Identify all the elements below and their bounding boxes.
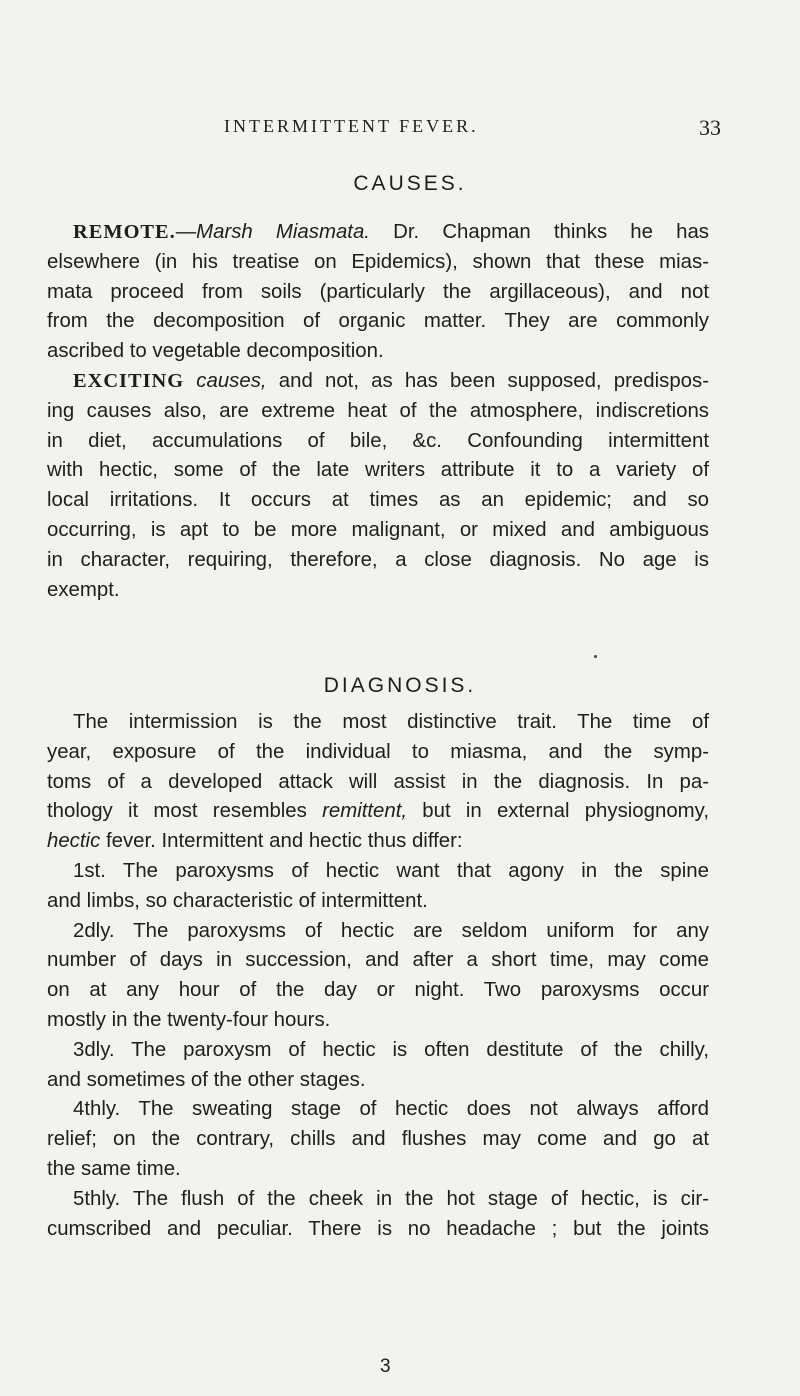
text-run: the same time.: [47, 1157, 181, 1180]
lead-word: REMOTE.: [73, 221, 176, 243]
text-line: [47, 218, 709, 248]
text-run: The intermission is the most distinctive trait. The time of: [73, 711, 709, 733]
text-run: thology it most resembles: [47, 800, 323, 823]
text-run: from the decomposition of organic matter. They are commonly: [47, 310, 709, 333]
text-line: [47, 797, 709, 827]
text-line: [47, 1095, 709, 1125]
text-run: but in external physiognomy,: [407, 800, 710, 823]
text-line: [47, 1066, 709, 1096]
text-line: [47, 456, 709, 486]
text-line: [47, 1215, 709, 1245]
causes-section: [47, 218, 709, 605]
text-run: with hectic, some of the late writers attribute it to a variety of: [47, 459, 709, 482]
text-line: [47, 1006, 709, 1036]
text-run: elsewhere (in his treatise on Epidemics), shown that these mias-: [47, 250, 709, 273]
text-line: [47, 576, 709, 606]
text-run: Dr. Chapman thinks he has: [369, 221, 709, 243]
text-run: and limbs, so characteristic of intermittent.: [47, 889, 428, 912]
text-line: [47, 946, 709, 976]
text-run: [184, 370, 196, 392]
text-line: [47, 546, 709, 576]
text-run: cumscribed and peculiar. There is no headache ; but the joints: [47, 1217, 709, 1240]
text-line: [47, 516, 709, 546]
text-run: occurring, is apt to be more malignant, or mixed and ambiguous: [47, 518, 709, 541]
text-run: 4thly. The sweating stage of hectic does not always afford: [73, 1098, 709, 1121]
text-run: mostly in the twenty-four hours.: [47, 1008, 331, 1031]
text-run: mata proceed from soils (particularly the argillaceous), and not: [47, 280, 709, 303]
text-run: 2dly. The paroxysms of hectic are seldom uniform for any: [73, 919, 709, 942]
text-line: [47, 738, 709, 768]
text-run: local irritations. It occurs at times as an epidemic; and so: [47, 489, 709, 512]
text-line: [47, 708, 709, 738]
italic-run: causes,: [196, 369, 267, 392]
text-run: toms of a developed attack will assist in the diagnosis. In pa-: [47, 770, 709, 793]
text-line: [47, 1125, 709, 1155]
text-line: [47, 887, 709, 917]
text-line: [47, 278, 709, 308]
signature-mark: 3: [380, 1356, 391, 1377]
text-run: —: [175, 221, 197, 243]
text-line: [47, 827, 709, 857]
text-run: 5thly. The flush of the cheek in the hot stage of hectic, is cir-: [73, 1187, 709, 1210]
text-line: [47, 427, 709, 457]
text-line: [47, 857, 709, 887]
page-number: 33: [699, 115, 721, 140]
text-line: [47, 768, 709, 798]
text-run: and sometimes of the other stages.: [47, 1068, 366, 1091]
text-line: [47, 248, 709, 278]
text-run: ing causes also, are extreme heat of the atmosphere, indiscretions: [47, 399, 709, 422]
lead-word: EXCITING: [73, 369, 185, 392]
text-line: [47, 337, 709, 367]
text-run: number of days in succession, and after a short time, may come: [47, 949, 709, 972]
text-line: [47, 397, 709, 427]
text-run: ascribed to vegetable decomposition.: [47, 340, 384, 363]
text-run: in diet, accumulations of bile, &c. Confounding intermittent: [47, 429, 709, 452]
diagnosis-section: [47, 708, 709, 1244]
text-run: 3dly. The paroxysm of hectic is often destitute of the chilly,: [73, 1038, 709, 1061]
text-run: exempt.: [47, 578, 120, 601]
text-run: 1st. The paroxysms of hectic want that agony in the spine: [73, 859, 709, 882]
text-line: [47, 976, 709, 1006]
text-line: [47, 367, 709, 397]
text-run: relief; on the contrary, chills and flushes may come and go at: [47, 1128, 709, 1151]
text-run: in character, requiring, therefore, a close diagnosis. No age is: [47, 548, 709, 571]
text-run: year, exposure of the individual to miasma, and the symp-: [47, 740, 709, 763]
italic-run: hectic: [47, 830, 101, 853]
text-line: [47, 486, 709, 516]
text-run: and not, as has been supposed, predispos-: [266, 369, 709, 392]
text-line: [47, 1155, 709, 1185]
text-line: [47, 1036, 709, 1066]
running-head: INTERMITTENT FEVER.: [224, 116, 479, 136]
diagnosis-heading: DIAGNOSIS.: [323, 674, 477, 697]
text-line: [47, 917, 709, 947]
causes-heading: CAUSES.: [353, 172, 467, 195]
italic-run: remittent,: [322, 800, 408, 823]
text-run: fever. Intermittent and hectic thus differ:: [100, 830, 463, 853]
print-speck: [594, 655, 597, 658]
text-line: [47, 1185, 709, 1215]
text-run: on at any hour of the day or night. Two paroxysms occur: [47, 979, 709, 1002]
italic-run: Marsh Miasmata.: [196, 221, 370, 243]
text-line: [47, 307, 709, 337]
